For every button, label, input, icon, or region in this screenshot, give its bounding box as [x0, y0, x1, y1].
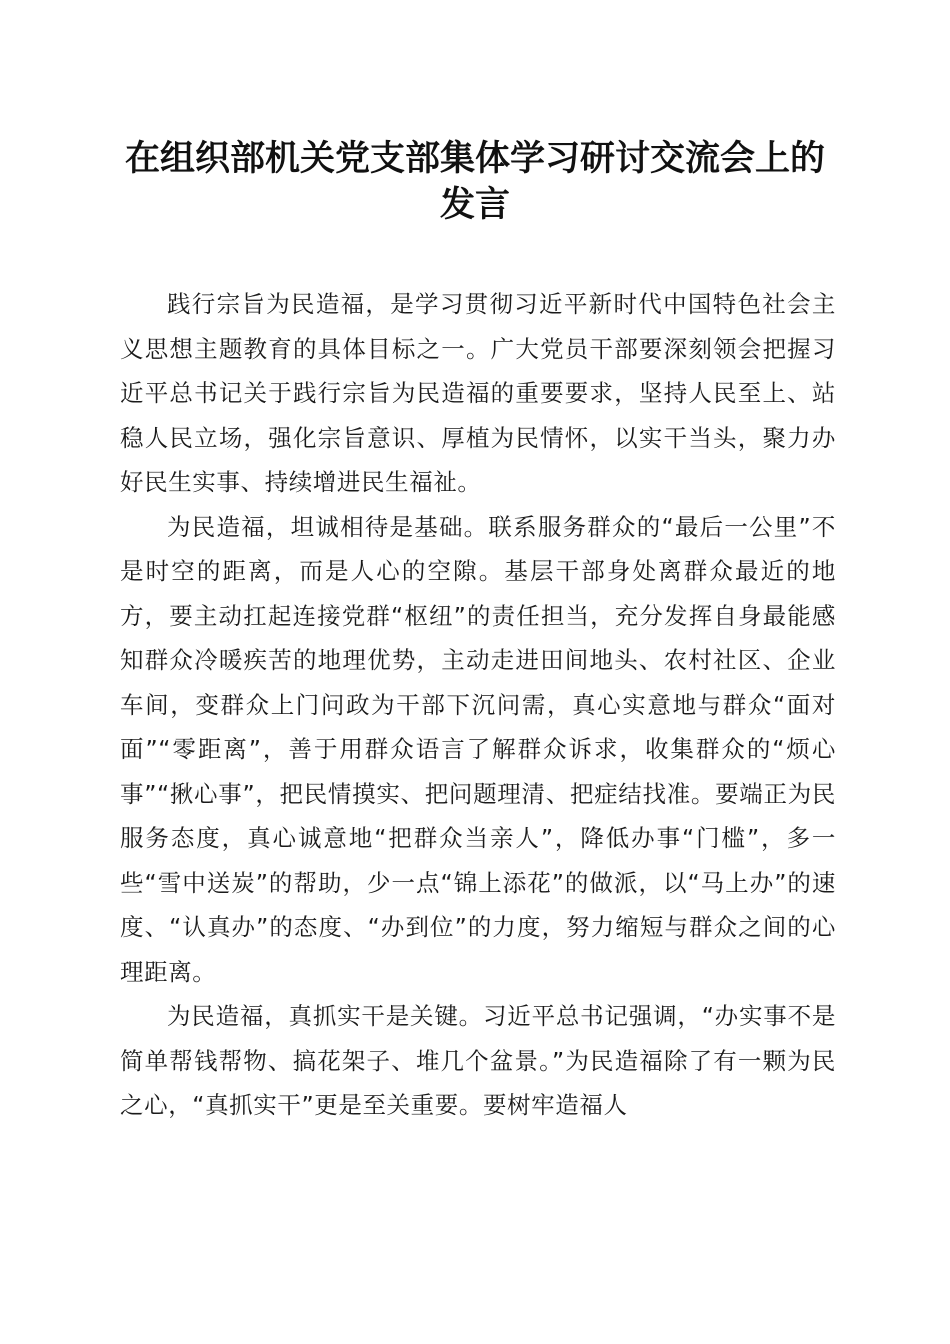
paragraph-3: 为民造福，真抓实干是关键。习近平总书记强调，“办实事不是简单帮钱帮物、搞花架子、堆几个盆景。”为民造福除了有一颗为民之心，“真抓实干”更是至关重要。要树牢造福人	[120, 1002, 836, 1119]
title-line-1: 在组织部机关党支部集体学习研讨交流会上的	[124, 138, 825, 179]
paragraph-2: 为民造福，坦诚相待是基础。联系服务群众的“最后一公里”不是时空的距离，而是人心的空隙。基层干部身处离群众最近的地方，要主动扛起连接党群“枢纽”的责任担当，充分发挥自身最能感知群众冷暖疾苦的地理优势，主动走进田间地头、农村社区、企业车间，变群众上门问政为干部下沉问需，真心实意地与群众“面对面”“零距离”，善于用群众语言了解群众诉求，收集群众的“烦心事”“揪心事”，把民情摸实、把问题理清、把症结找准。要端正为民服务态度，真心诚意地“把群众当亲人”，降低办事“门槛”，多一些“雪中送炭”的帮助，少一点“锦上添花”的做派，以“马上办”的速度、“认真办”的态度、“办到位”的力度，努力缩短与群众之间的心理距离。	[120, 512, 836, 986]
title-line-2: 发言	[439, 184, 510, 225]
document-title	[0, 136, 950, 228]
document-body	[120, 282, 836, 1128]
paragraph-1: 践行宗旨为民造福，是学习贯彻习近平新时代中国特色社会主义思想主题教育的具体目标之一。广大党员干部要深刻领会把握习近平总书记关于践行宗旨为民造福的重要要求，坚持人民至上、站稳人民立场，强化宗旨意识、厚植为民情怀，以实干当头，聚力办好民生实事、持续增进民生福祉。	[120, 290, 836, 496]
